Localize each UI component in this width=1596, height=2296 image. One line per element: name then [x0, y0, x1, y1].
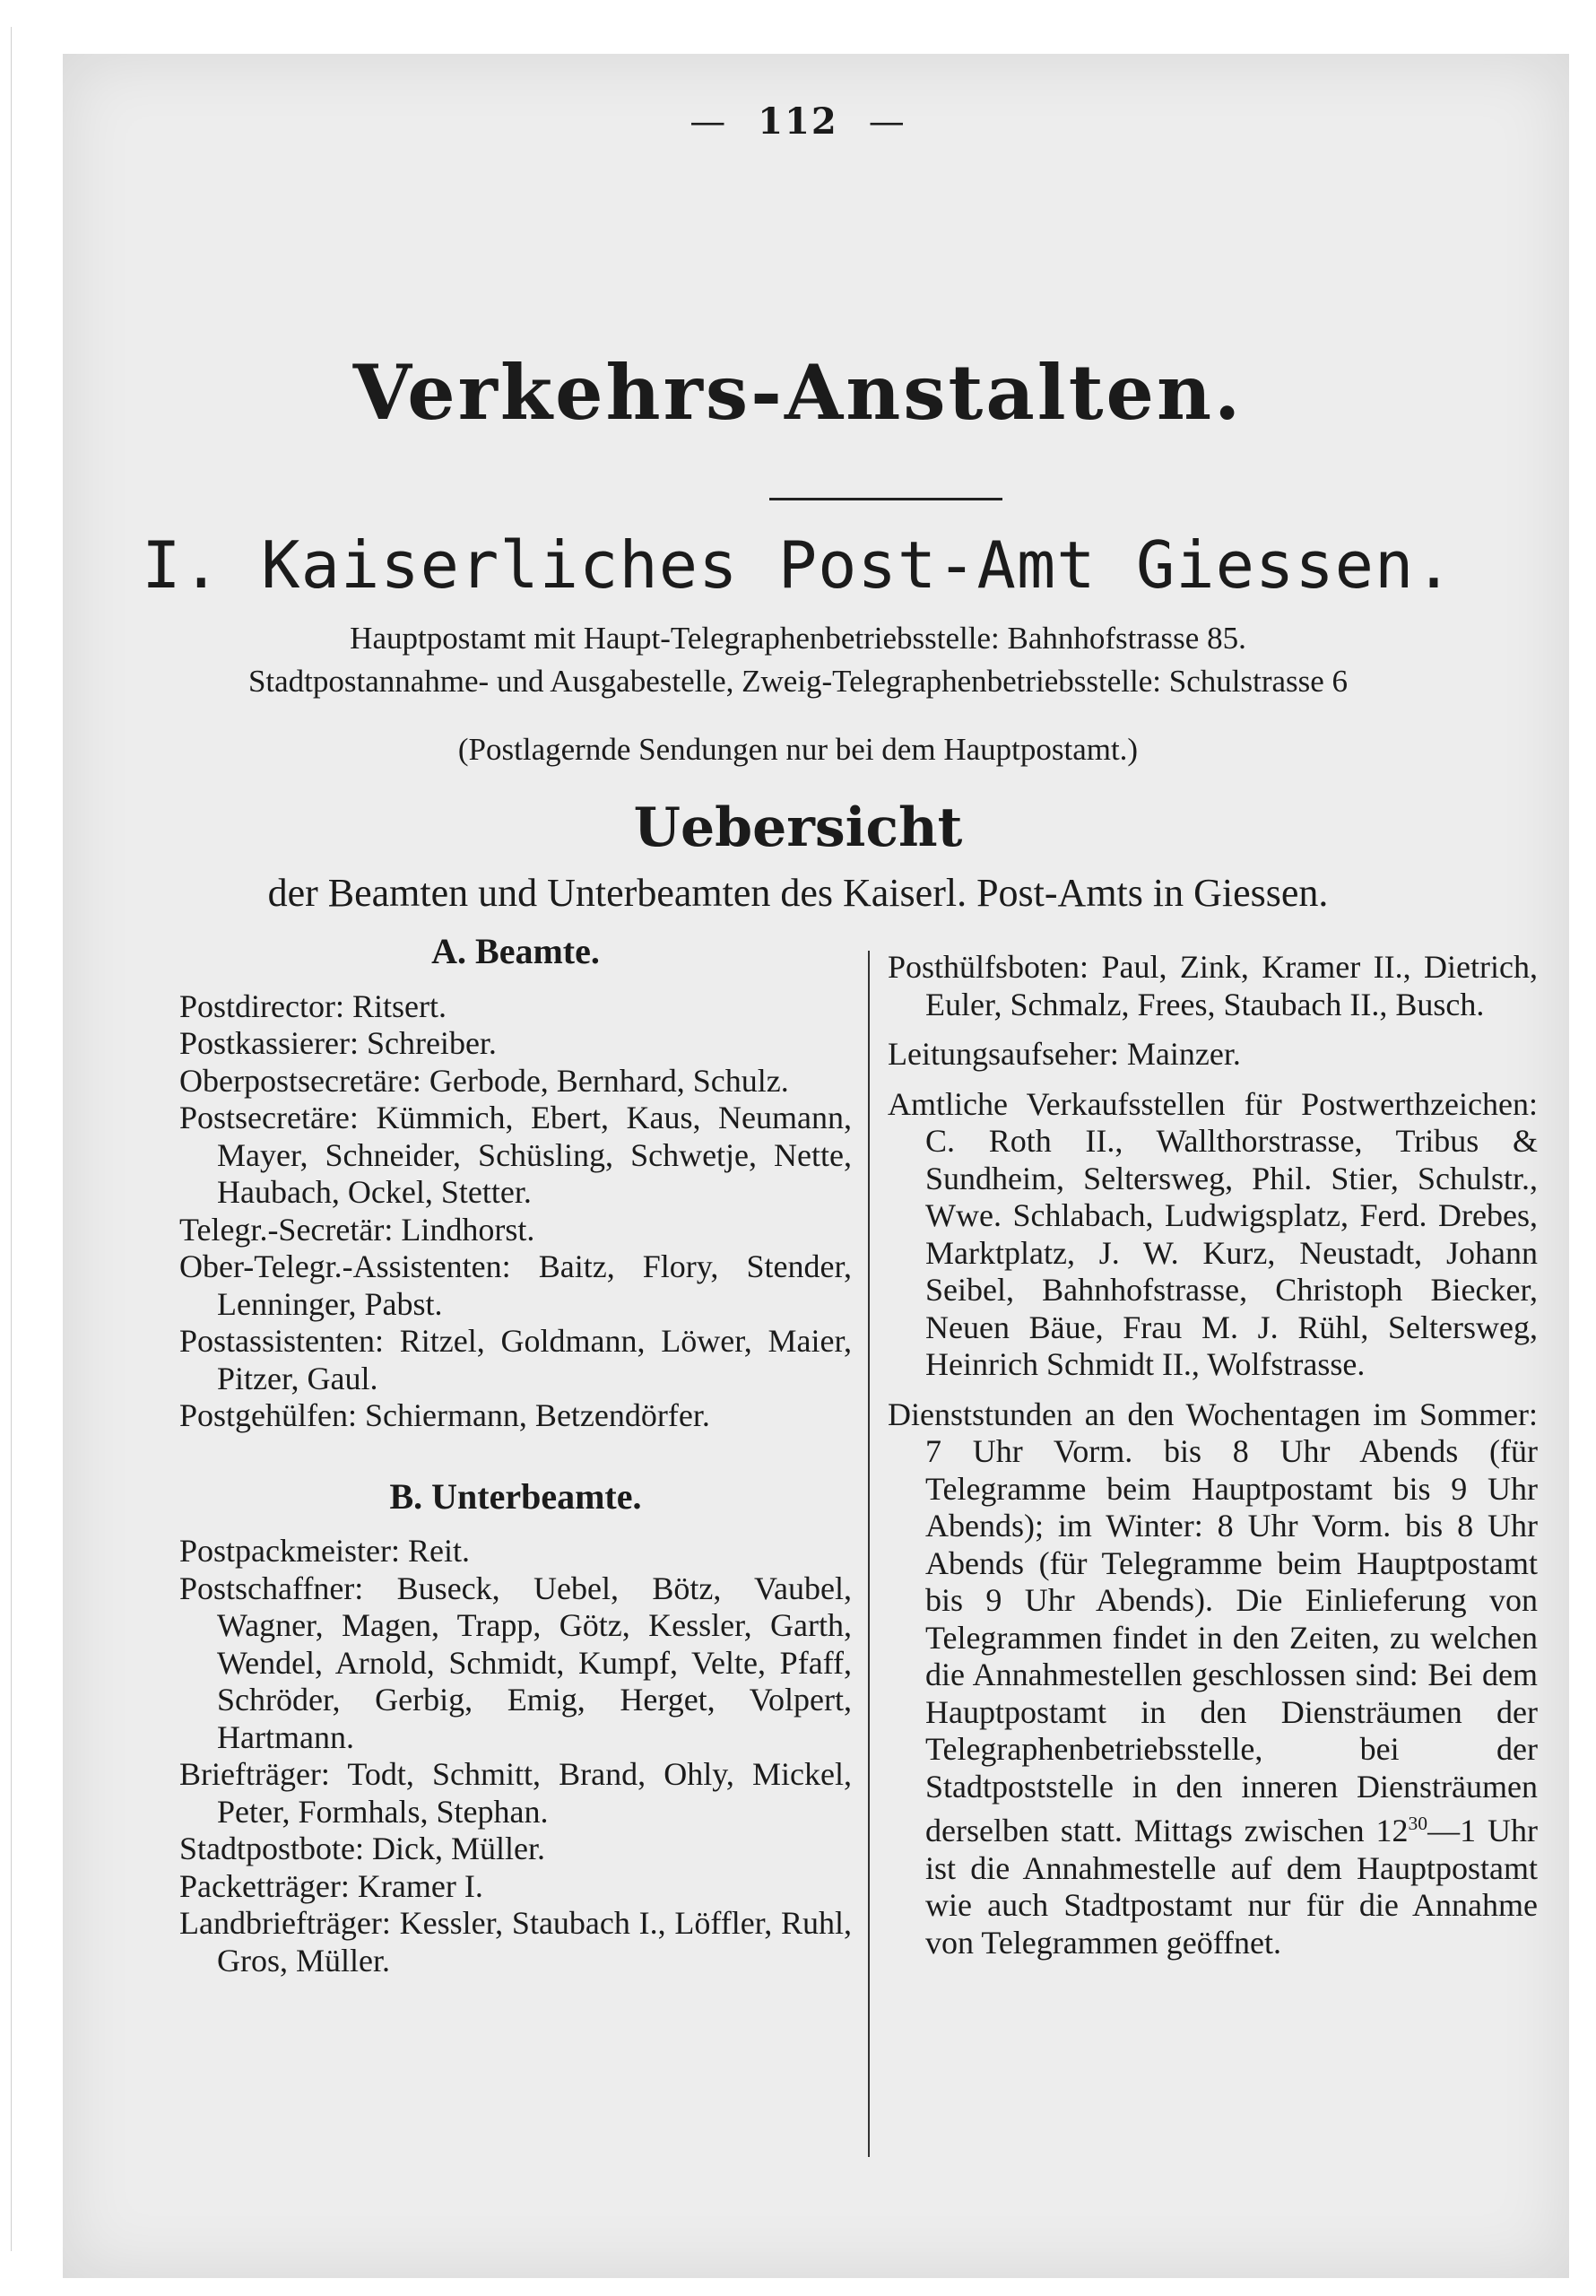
service-hours-text-2: —1 Uhr ist die Annahmestelle auf dem Hauptpostamt wie auch Stadtpostamt nur für die Annahme von Telegrammen geöffnet. — [925, 1813, 1538, 1961]
entry-spacer — [888, 1384, 1538, 1396]
entry-spacer — [888, 1023, 1538, 1036]
entry-spacer — [888, 1074, 1538, 1086]
staff-entry — [179, 1868, 852, 1906]
staff-role: Postgehülfen: — [179, 1397, 357, 1433]
staff-role: Postdirector: — [179, 987, 344, 1024]
left-column — [179, 933, 852, 1979]
staff-entry — [179, 1905, 852, 1979]
page-number-dash-right: — — [868, 101, 906, 143]
section-b-list — [179, 1533, 852, 1979]
staff-names: Schiermann, Betzendörfer. — [364, 1397, 710, 1433]
staff-role: Postkassierer: — [179, 1025, 359, 1061]
staff-entry — [179, 1248, 852, 1323]
staff-entry — [179, 1533, 852, 1570]
post-office-heading: I. Kaiserliches Post-Amt Giessen. — [142, 527, 1454, 603]
service-hours-paragraph — [888, 1396, 1538, 1962]
staff-role: Amtliche Verkaufsstellen für Postwerthzeichen: — [888, 1085, 1538, 1122]
staff-role: Posthülfsboten: — [888, 949, 1089, 985]
staff-names: Schreiber. — [366, 1025, 497, 1061]
staff-names: Todt, Schmitt, Brand, Ohly, Mickel, Peter, Formhals, Stephan. — [217, 1756, 852, 1830]
staff-entry — [179, 1025, 852, 1063]
staff-entry — [888, 949, 1538, 1023]
right-list — [888, 949, 1538, 1396]
staff-role: Packetträger: — [179, 1867, 350, 1904]
staff-role: Stadtpostbote: — [179, 1831, 364, 1866]
staff-names: Mainzer. — [1126, 1036, 1241, 1072]
staff-names: Gerbode, Bernhard, Schulz. — [429, 1062, 789, 1099]
staff-role: Postsecretäre: — [179, 1100, 359, 1135]
staff-role: Briefträger: — [179, 1756, 330, 1792]
staff-entry — [179, 1831, 852, 1868]
column-divider — [868, 951, 870, 2157]
right-column — [888, 949, 1538, 1961]
page-number: 112 — [758, 100, 838, 143]
staff-role: Postschaffner: — [179, 1570, 364, 1606]
staff-names: Lindhorst. — [401, 1211, 535, 1248]
staff-entry — [179, 1063, 852, 1100]
staff-entry — [179, 1756, 852, 1831]
overview-subtitle: der Beamten und Unterbeamten des Kaiserl. Post-Amts in Giessen. — [267, 871, 1329, 915]
staff-entry — [179, 1212, 852, 1249]
staff-entry — [888, 1086, 1538, 1384]
section-a-list — [179, 988, 852, 1435]
address-line-branch: Stadtpostannahme- und Ausgabestelle, Zweig-Telegraphenbetriebsstelle: Schulstrasse 6 — [247, 664, 1349, 699]
address-line-note: (Postlagernde Sendungen nur bei dem Hauptpostamt.) — [457, 732, 1139, 767]
address-line-main: Hauptpostamt mit Haupt-Telegraphenbetriebsstelle: Bahnhofstrasse 85. — [350, 621, 1246, 656]
staff-entry — [179, 1397, 852, 1435]
page-number-dash-left: — — [690, 101, 728, 143]
staff-role: Landbriefträger: — [179, 1905, 391, 1941]
staff-names: C. Roth II., Wallthorstrasse, Tribus & Sundheim, Seltersweg, Phil. Stier, Schulstr., Wwe. Schlabach, Ludwigsplatz, Ferd. Drebes, Marktplatz, J. W. Kurz, Neustadt, Johann Seibel, Bahnhofstrasse, Christoph Biecker, Neuen Bäue, Frau M. J. Rühl, Seltersweg, Heinrich Schmidt II., Wolfstrasse. — [925, 1123, 1538, 1382]
section-b-heading: B. Unterbeamte. — [389, 1475, 642, 1517]
staff-names: Buseck, Uebel, Bötz, Vaubel, Wagner, Magen, Trapp, Götz, Kessler, Garth, Wendel, Arnold, Schmidt, Kumpf, Velte, Pfaff, Schröder, Gerbig, Emig, Herget, Volpert, Hartmann. — [217, 1570, 853, 1755]
staff-names: Paul, Zink, Kramer II., Dietrich, Euler, Schmalz, Frees, Staubach II., Busch. — [925, 949, 1539, 1022]
overview-title: Uebersicht — [633, 796, 963, 859]
staff-names: Dick, Müller. — [372, 1831, 545, 1866]
service-hours-text-1: Dienststunden an den Wochentagen im Sommer: 7 Uhr Vorm. bis 8 Uhr Abends (für Telegramme beim Hauptpostamt bis 9 Uhr Abends); im Winter: 8 Uhr Vorm. bis 8 Uhr Abends (für Telegramme beim Hauptpostamt bis 9 Uhr Abends). Die Einlieferung von Telegrammen findet in den Zeiten, zu welchen die Annahmestellen geschlossen sind: Bei dem Hauptpostamt in den Diensträumen der Telegraphenbetriebsstelle, bei der Stadtpoststelle in den inneren Diensträumen derselben statt. Mittags zwischen 12 — [888, 1396, 1538, 1848]
staff-role: Postassistenten: — [179, 1323, 385, 1359]
staff-role: Oberpostsecretäre: — [179, 1062, 421, 1099]
staff-names: Kessler, Staubach I., Löffler, Ruhl, Gros, Müller. — [217, 1905, 853, 1979]
staff-names: Ritsert. — [351, 987, 447, 1024]
staff-role: Postpackmeister: — [179, 1533, 400, 1569]
staff-names: Kümmich, Ebert, Kaus, Neumann, Mayer, Schneider, Schüsling, Schwetje, Nette, Haubach, Ockel, Stetter. — [217, 1100, 852, 1210]
section-a-heading: A. Beamte. — [431, 931, 600, 971]
service-hours-sup: 30 — [1408, 1813, 1428, 1834]
staff-names: Baitz, Flory, Stender, Lenninger, Pabst. — [217, 1248, 852, 1322]
title-divider — [769, 498, 1002, 500]
staff-entry — [888, 1036, 1538, 1074]
page-title: Verkehrs-Anstalten. — [352, 348, 1244, 437]
staff-entry — [179, 1570, 852, 1757]
staff-entry — [179, 1100, 852, 1212]
staff-names: Kramer I. — [357, 1867, 483, 1904]
page-number-line — [0, 100, 1596, 143]
staff-entry — [179, 1323, 852, 1397]
staff-names: Reit. — [407, 1533, 470, 1569]
staff-entry — [179, 988, 852, 1026]
staff-role: Leitungsaufseher: — [888, 1036, 1119, 1072]
staff-names: Ritzel, Goldmann, Löwer, Maier, Pitzer, Gaul. — [217, 1323, 852, 1396]
staff-role: Telegr.-Secretär: — [179, 1211, 394, 1248]
staff-role: Ober-Telegr.-Assistenten: — [179, 1248, 511, 1284]
